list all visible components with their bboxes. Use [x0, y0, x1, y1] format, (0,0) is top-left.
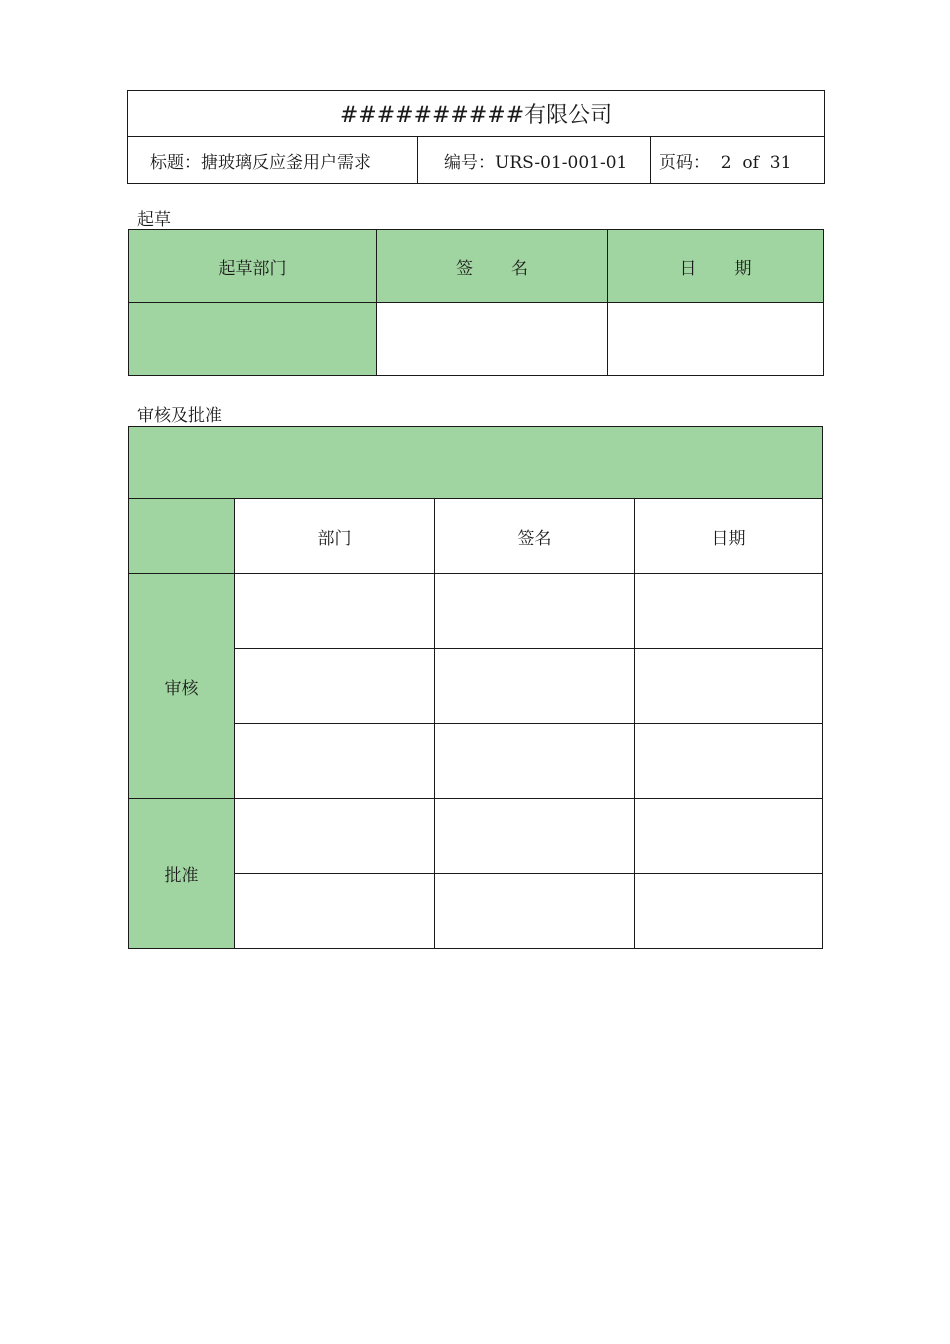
page-number: 页码： 2 of 31 [651, 137, 825, 184]
review-row-label: 审核 [129, 574, 235, 799]
draft-section-label: 起草 [137, 210, 171, 230]
approve-cell [435, 799, 635, 874]
review-table-banner [129, 427, 823, 499]
review-cell [635, 649, 823, 724]
review-section-label: 审核及批准 [137, 406, 222, 426]
approve-cell [235, 874, 435, 949]
review-dept-header: 部门 [235, 499, 435, 574]
review-cell [235, 649, 435, 724]
approve-cell [635, 799, 823, 874]
draft-sign-header-a: 签 [456, 258, 473, 279]
draft-table [128, 229, 824, 376]
company-name: ##########有限公司 [128, 91, 825, 137]
draft-dept-header: 起草部门 [129, 230, 377, 303]
draft-date-header-b: 期 [734, 258, 752, 279]
review-date-header: 日期 [635, 499, 823, 574]
approve-cell [435, 874, 635, 949]
draft-dept-cell [129, 303, 377, 376]
review-cell [235, 724, 435, 799]
draft-sign-cell [377, 303, 608, 376]
review-cell [435, 724, 635, 799]
draft-date-header-a: 日 [679, 258, 697, 279]
review-cell [435, 649, 635, 724]
approve-cell [635, 874, 823, 949]
approve-row-label: 批准 [129, 799, 235, 949]
draft-sign-header-b: 名 [511, 258, 528, 279]
review-cell [235, 574, 435, 649]
review-cell [635, 724, 823, 799]
review-cell [435, 574, 635, 649]
draft-sign-header [377, 230, 608, 303]
review-sign-header: 签名 [435, 499, 635, 574]
review-cell [635, 574, 823, 649]
approve-cell [235, 799, 435, 874]
draft-date-cell [608, 303, 824, 376]
review-header-corner [129, 499, 235, 574]
draft-date-header [608, 230, 824, 303]
document-header [127, 90, 825, 184]
review-approval-table [128, 426, 823, 949]
document-code: 编号：URS-01-001-01 [418, 137, 651, 184]
document-title: 标题：搪玻璃反应釜用户需求 [128, 137, 418, 184]
